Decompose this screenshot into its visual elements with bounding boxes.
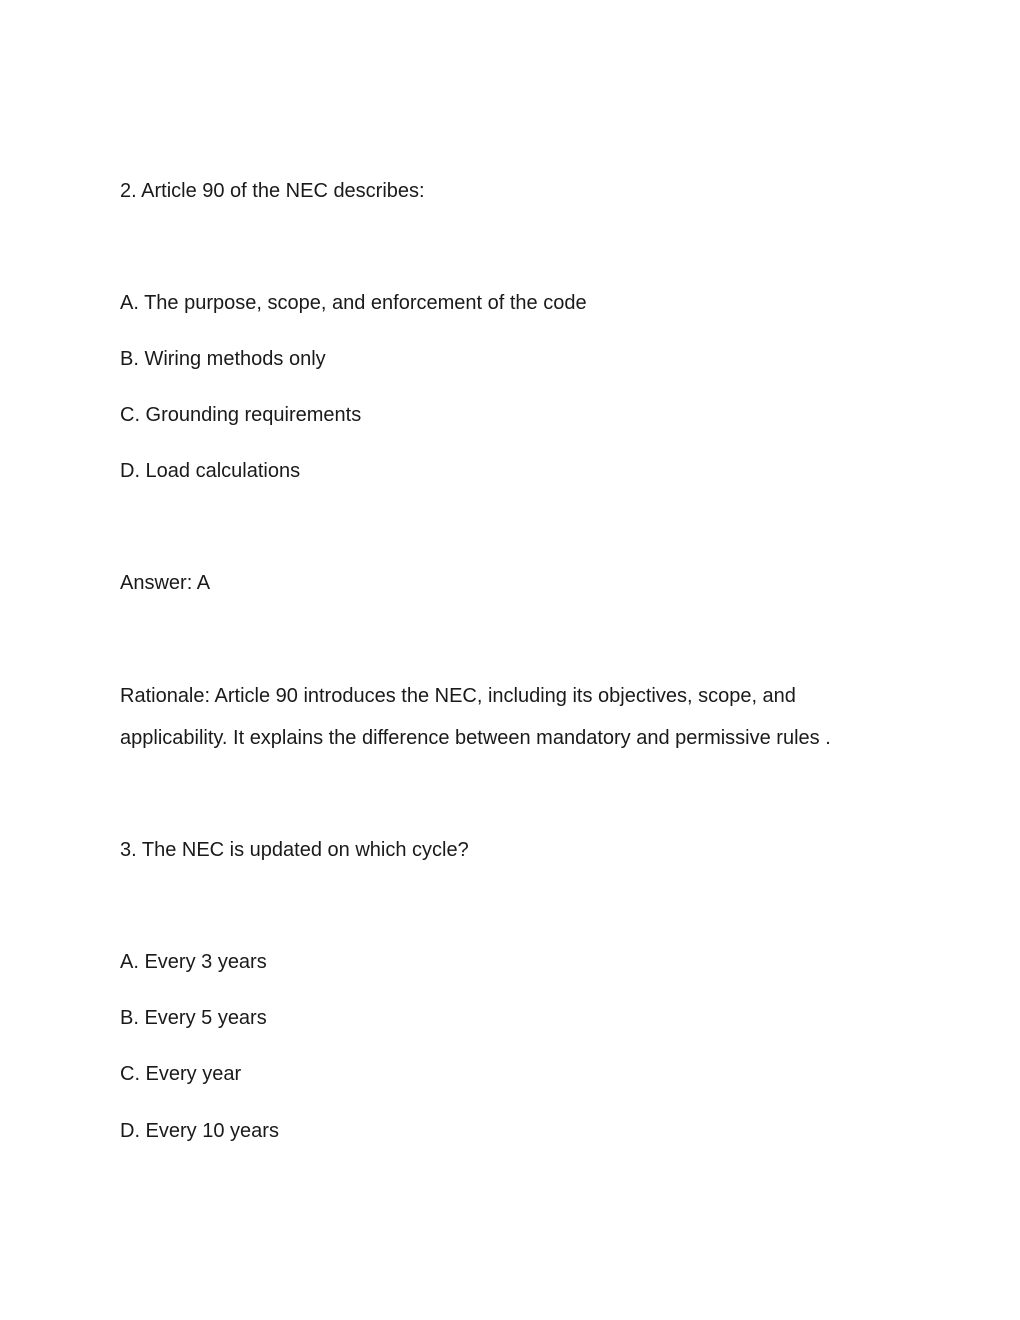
question-2-rationale-line-2: applicability. It explains the difference between mandatory and permissive rules . xyxy=(120,727,831,749)
question-3-option-a: A. Every 3 years xyxy=(120,951,267,973)
question-2-option-c: C. Grounding requirements xyxy=(120,404,362,426)
question-3-option-c: C. Every year xyxy=(120,1063,242,1085)
question-2-prompt: 2. Article 90 of the NEC describes: xyxy=(120,180,425,202)
question-3-option-b: B. Every 5 years xyxy=(120,1007,267,1029)
question-2-rationale-line-1: Rationale: Article 90 introduces the NEC, including its objectives, scope, and xyxy=(120,685,796,707)
question-3-option-d: D. Every 10 years xyxy=(120,1120,279,1142)
question-2-option-d: D. Load calculations xyxy=(120,460,301,482)
question-2-option-b: B. Wiring methods only xyxy=(120,348,326,370)
question-3-prompt: 3. The NEC is updated on which cycle? xyxy=(120,839,469,861)
question-2-option-a: A. The purpose, scope, and enforcement of the code xyxy=(120,292,587,314)
question-2-answer: Answer: A xyxy=(120,572,211,594)
